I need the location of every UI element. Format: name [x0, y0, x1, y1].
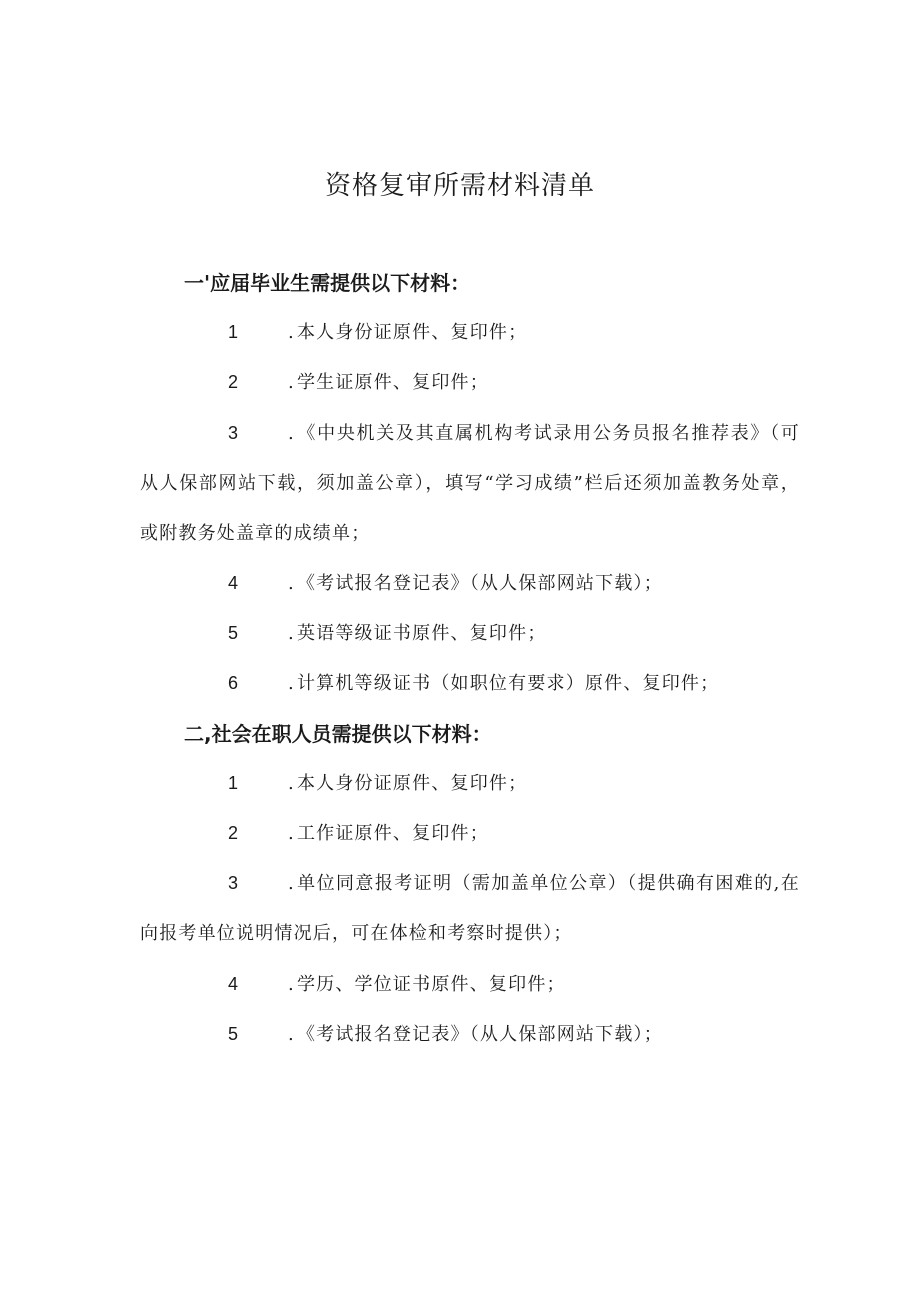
list-item: 1 . 本人身份证原件、复印件；: [140, 758, 800, 809]
item-text: 计算机等级证书（如职位有要求）原件、复印件；: [296, 673, 720, 694]
item-number: 5: [228, 623, 239, 643]
item-number: 1: [228, 322, 239, 342]
list-item: 3 . 单位同意报考证明（需加盖单位公章）（提供确有困难的,在向报考单位说明情况后，可在体检和考察时提供）；: [140, 858, 800, 959]
item-text: 《中央机关及其直属机构考试录用公务员报名推荐表》（可从人保部网站下载，须加盖公章），填写“学习成绩”栏后还须加盖教务处章，或附教务处盖章的成绩单；: [140, 423, 800, 544]
item-number: 2: [228, 372, 239, 392]
item-text: 学历、学位证书原件、复印件；: [296, 974, 566, 995]
list-item: 5 . 英语等级证书原件、复印件；: [140, 608, 800, 659]
item-text: 单位同意报考证明（需加盖单位公章）（提供确有困难的,在向报考单位说明情况后，可在体检和考察时提供）；: [140, 873, 800, 944]
item-number: 5: [228, 1024, 239, 1044]
list-item: 5 . 《考试报名登记表》（从人保部网站下载）；: [140, 1009, 800, 1060]
item-text: 本人身份证原件、复印件；: [296, 322, 528, 343]
list-item: 1 . 本人身份证原件、复印件；: [140, 307, 800, 358]
list-item: 4 . 学历、学位证书原件、复印件；: [140, 959, 800, 1010]
item-number: 6: [228, 673, 239, 693]
item-text: 工作证原件、复印件；: [296, 823, 489, 844]
section-heading-graduates: 一'应届毕业生需提供以下材料：: [184, 271, 471, 295]
list-item: 4 . 《考试报名登记表》（从人保部网站下载）；: [140, 558, 800, 609]
item-text: 《考试报名登记表》（从人保部网站下载）；: [296, 573, 663, 594]
list-item: 2 . 学生证原件、复印件；: [140, 357, 800, 408]
item-number: 4: [228, 974, 239, 994]
document-title: 资格复审所需材料清单: [324, 171, 595, 201]
item-number: 3: [228, 423, 239, 443]
list-item: 2 . 工作证原件、复印件；: [140, 808, 800, 859]
item-number: 3: [228, 873, 239, 893]
item-text: 英语等级证书原件、复印件；: [296, 623, 547, 644]
item-text: 本人身份证原件、复印件；: [296, 773, 528, 794]
list-item: 3 . 《中央机关及其直属机构考试录用公务员报名推荐表》（可从人保部网站下载，须加盖公章），填写“学习成绩”栏后还须加盖教务处章，或附教务处盖章的成绩单；: [140, 408, 800, 559]
item-text: 学生证原件、复印件；: [296, 372, 489, 393]
section-heading-employed: 二,社会在职人员需提供以下材料：: [184, 722, 492, 746]
item-number: 1: [228, 773, 239, 793]
list-item: 6 . 计算机等级证书（如职位有要求）原件、复印件；: [140, 658, 800, 709]
item-text: 《考试报名登记表》（从人保部网站下载）；: [296, 1024, 663, 1045]
item-number: 4: [228, 573, 239, 593]
item-number: 2: [228, 823, 239, 843]
